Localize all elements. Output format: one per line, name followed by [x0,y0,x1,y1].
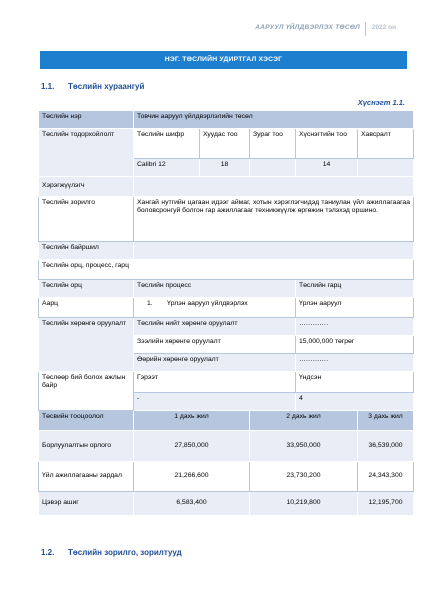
table-cell: Төслийн нэр [39,111,134,129]
table-cell: 14 [296,159,358,177]
section-number: 1.1. [41,82,55,91]
table-cell: Борлуулалтын орлого [39,431,134,462]
table-cell: 33,950,000 [250,431,358,462]
section-title: Төслийн хураангуй [68,82,145,91]
table-row [39,129,414,159]
table-cell: 18 [200,159,250,177]
table-cell: Төслийн шифр [134,129,200,159]
table-cell: Өөрийн хөрөнгө оруулалт [134,354,296,372]
table-cell: 1 дахь жил [134,411,250,431]
table-cell: - [134,393,296,411]
table-row [39,242,414,260]
table-cell: Төслийн байршил [39,242,134,260]
table-cell: Төслийн хөрөнгө оруулалт [39,318,134,372]
table-row [39,197,414,242]
table-cell: Цэвэр ашиг [39,492,134,516]
table-row [39,318,414,336]
section-number: 1.2. [41,548,55,557]
header-year: 2022 он [371,24,396,31]
section-title: Төслийн зорилго, зорилтууд [68,548,182,557]
table-cell [250,159,296,177]
table-cell: Төслөөр бий болох ажлын байр [39,372,134,411]
table-cell: Төслийн орц, процесс, гарц [39,260,414,280]
table-cell: Хэрэгжүүлэгч [39,177,134,197]
table-row [39,411,414,431]
table-cell: 21,266,600 [134,462,250,492]
table-cell: Хүснэгтийн тоо [296,129,358,159]
table-cell [358,159,414,177]
table-caption: Хүснэгт 1.1. [357,98,405,107]
header-separator [365,22,366,36]
table-cell: 23,730,200 [250,462,358,492]
section-heading-1-1 [41,82,144,91]
table-cell: Төсвийн тооцоолол [39,411,134,431]
project-summary-table [38,110,414,516]
table-cell: Төслийн процесс [134,280,296,298]
table-cell: Зээлийн хөрөнгө оруулалт [134,336,296,354]
chapter-banner: НЭГ. ТӨСЛИЙН УДИРТГАЛ ХЭСЭГ [40,51,407,69]
table-cell: 24,343,300 [358,462,414,492]
table-cell: 10,219,800 [250,492,358,516]
table-cell: Төслийн зорилго [39,197,134,242]
table-cell: …………. [296,354,414,372]
table-row [39,111,414,129]
table-cell: Хавсралт [358,129,414,159]
table-cell: Төслийн орц [39,280,134,298]
table-cell: Хуудас тоо [200,129,250,159]
table-row [39,280,414,298]
table-cell: Хангай нутгийн цагаан идээг аймаг, хотын хэрэглэгчидэд таниулан үйл ажиллагаагаа боловсронгуй болгон гар ажиллагааг техникжүүлж өргөжин тэлэхэд оршино. [134,197,414,242]
table-cell: Үндсэн [296,372,414,393]
table-cell: Төслийн тодорхойлолт [39,129,134,177]
table-cell: 2 дахь жил [250,411,358,431]
page-header [0,18,446,40]
table-cell: Үрлэн ааруул [296,298,414,318]
table-cell: 36,539,000 [358,431,414,462]
table-row [39,372,414,393]
list-item: Үрлэн ааруул үйлдвэрлэх [167,300,248,307]
table-cell: 6,583,400 [134,492,250,516]
table-cell: Үйл ажиллагааны зардал [39,462,134,492]
table-cell: …………. [296,318,414,336]
table-cell: 12,195,700 [358,492,414,516]
table-cell: Төслийн гарц [296,280,414,298]
table-cell: Товчин ааруул үйлдвэрлэлийн төсөл [134,111,414,129]
table-cell: 15,000,000 төгрөг [296,336,414,354]
table-cell: Төслийн нийт хөрөнгө оруулалт [134,318,296,336]
table-cell [134,298,296,318]
table-cell: 4 [296,393,414,411]
table-row [39,298,414,318]
header-title: ААРУУЛ ҮЙЛДВЭРЛЭХ ТӨСӨЛ [255,24,360,31]
table-cell: Calibri 12 [134,159,200,177]
list-number: 1. [147,300,153,307]
table-row [39,177,414,197]
table-cell: 27,850,000 [134,431,250,462]
table-cell: Зураг тоо [250,129,296,159]
table-cell: Гэрээт [134,372,296,393]
table-row [39,431,414,462]
table-cell: 3 дахь жил [358,411,414,431]
table-row [39,492,414,516]
table-row [39,260,414,280]
section-heading-1-2 [41,548,182,557]
table-cell: Аарц [39,298,134,318]
table-cell [134,177,414,197]
table-cell [134,242,414,260]
table-row [39,462,414,492]
